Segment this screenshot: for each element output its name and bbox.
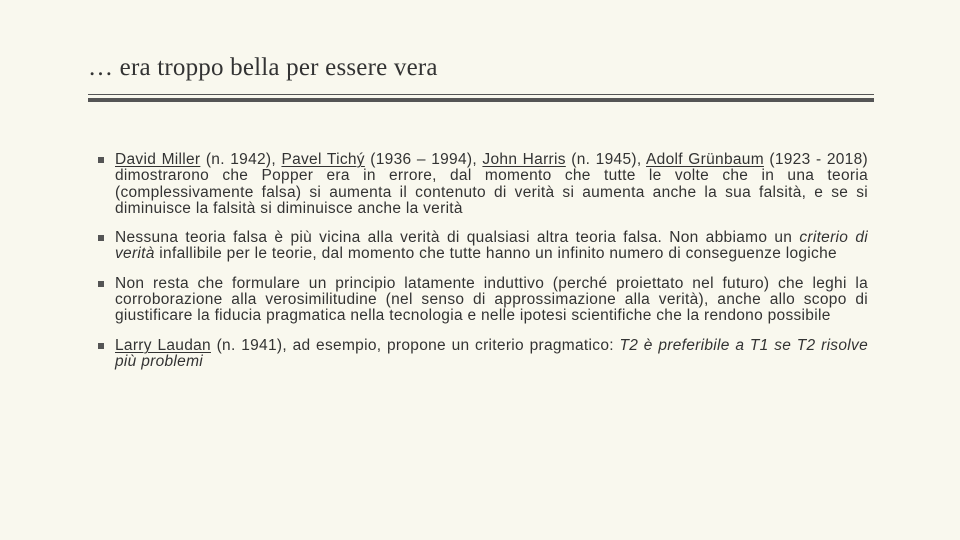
- author-name: David Miller: [115, 151, 201, 168]
- text-segment: infallibile per le teorie, dal momento che tutte hanno un infinito numero di conseguenze logiche: [154, 245, 837, 263]
- square-bullet-icon: [98, 157, 104, 163]
- square-bullet-icon: [98, 235, 104, 241]
- bullet-item: [98, 276, 868, 325]
- text-segment: (n. 1945),: [565, 151, 647, 168]
- bullet-text: [115, 275, 868, 325]
- bullet-item: [98, 338, 868, 371]
- slide-title: … era troppo bella per essere vera: [88, 54, 438, 81]
- italic-criterion: T2 è preferibile a T1 se T2 risolve più problemi: [115, 336, 868, 370]
- text-segment: (n. 1942),: [200, 151, 282, 168]
- italic-term: criterio di verità: [115, 229, 868, 263]
- bullet-text: [115, 229, 868, 262]
- text-segment: Non resta che formulare un principio latamente induttivo (perché proiettato nel futuro) che leghi la corroborazione alla verosimilitudine (nel senso di approssimazione alla verità), anche allo scopo di giustificare la fiducia pragmatica nella tecnologia e nelle ipotesi scientifiche che la rendono possibile: [115, 274, 868, 325]
- author-name: Larry Laudan: [115, 336, 211, 354]
- bullet-text: [115, 151, 868, 217]
- title-divider-thin: [88, 94, 874, 95]
- bullet-list: [98, 152, 868, 383]
- author-name: John Harris: [482, 151, 566, 168]
- title-divider-thick: [88, 98, 874, 102]
- author-name: Adolf Grünbaum: [646, 151, 764, 168]
- text-segment: (n. 1941), ad esempio, propone un criterio pragmatico:: [210, 336, 620, 354]
- bullet-item: [98, 230, 868, 263]
- text-segment: (1936 – 1994),: [364, 151, 483, 168]
- text-segment: (1923 - 2018) dimostrarono che Popper era in errore, dal momento che tutte le volte che in una teoria (complessivamente falsa) si aumenta il contenuto di verità si aumenta anche la sua falsità, e se si diminuisce la falsità si diminuisce anche la verità: [115, 151, 868, 217]
- square-bullet-icon: [98, 343, 104, 349]
- square-bullet-icon: [98, 281, 104, 287]
- bullet-item: [98, 152, 868, 217]
- text-segment: Nessuna teoria falsa è più vicina alla verità di qualsiasi altra teoria falsa. Non abbiamo un: [115, 229, 800, 247]
- bullet-text: [115, 337, 868, 370]
- author-name: Pavel Tichý: [281, 151, 365, 168]
